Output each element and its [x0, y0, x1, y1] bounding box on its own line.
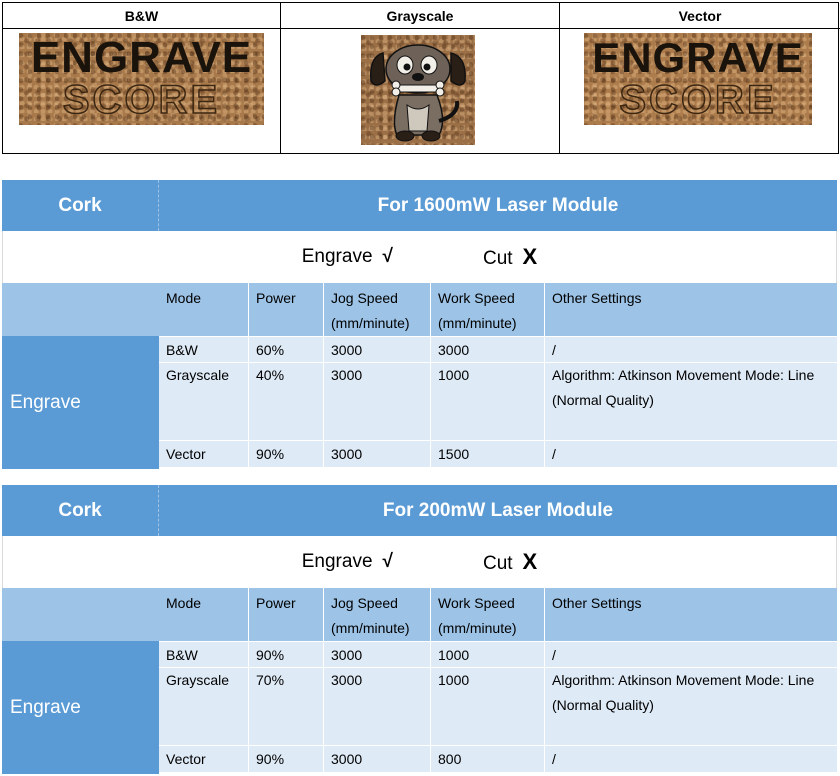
cell-power: 90% — [249, 746, 324, 772]
sample-column-grayscale — [281, 3, 560, 153]
sample-column-bw — [3, 3, 281, 153]
table-header-row — [159, 588, 837, 641]
sample-header-vector: Vector — [560, 3, 840, 29]
sample-header-grayscale: Grayscale — [281, 3, 559, 29]
table-header-row — [159, 283, 837, 336]
cell-jog-speed: 3000 — [324, 363, 431, 440]
engrave-capability-label: Engrave — [301, 551, 373, 572]
engrave-text: ENGRAVE — [30, 33, 253, 82]
side-engrave-label: Engrave — [2, 641, 159, 774]
table-row — [159, 362, 837, 440]
engrave-capability-label: Engrave — [301, 246, 373, 267]
cork-sample-vector-image — [584, 33, 812, 125]
settings-table-1600mw — [2, 180, 837, 469]
capability-row — [2, 536, 837, 588]
sample-cell-bw — [3, 29, 280, 153]
column-header-mode: Mode — [159, 283, 249, 336]
cell-other-settings: / — [552, 751, 556, 767]
side-column — [2, 283, 159, 469]
cross-icon: X — [522, 549, 538, 574]
cell-jog-speed: 3000 — [324, 337, 431, 363]
column-header-other-settings: Other Settings — [552, 290, 642, 306]
cell-power: 90% — [249, 642, 324, 668]
cell-mode: B&W — [159, 337, 249, 363]
settings-body — [2, 588, 837, 774]
engrave-text: ENGRAVE — [592, 34, 804, 81]
side-header-blank — [2, 588, 159, 641]
cell-work-speed: 1500 — [431, 441, 545, 467]
cork-sample-bw-image — [19, 33, 264, 125]
cell-mode: Grayscale — [159, 363, 249, 440]
column-header-jog-speed: Jog Speed (mm/minute) — [324, 283, 431, 336]
column-header-jog-speed: Jog Speed (mm/minute) — [324, 588, 431, 641]
cell-work-speed: 3000 — [431, 337, 545, 363]
settings-data — [159, 588, 837, 774]
material-label: Cork — [2, 180, 159, 231]
cell-power: 90% — [249, 441, 324, 467]
side-header-blank — [2, 283, 159, 336]
table-row — [159, 745, 837, 772]
sample-images-table — [2, 2, 839, 154]
module-title: For 1600mW Laser Module — [377, 194, 619, 216]
check-icon: √ — [382, 551, 393, 572]
sample-header-bw: B&W — [3, 3, 280, 29]
column-header-mode: Mode — [159, 588, 249, 641]
cell-jog-speed: 3000 — [324, 668, 431, 745]
score-text: SCORE — [62, 78, 221, 122]
check-icon: √ — [382, 246, 393, 267]
cell-work-speed: 1000 — [431, 363, 545, 440]
side-engrave-label: Engrave — [2, 336, 159, 469]
table-row — [159, 667, 837, 745]
cell-jog-speed: 3000 — [324, 441, 431, 467]
cell-other-settings: / — [552, 647, 556, 663]
sample-cell-vector — [560, 29, 840, 153]
cell-other-settings: / — [552, 446, 556, 462]
cell-jog-speed: 3000 — [324, 746, 431, 772]
cartoon-dog-icon — [361, 35, 475, 145]
cell-work-speed: 800 — [431, 746, 545, 772]
cell-other-settings: Algorithm: Atkinson Movement Mode: Line (Normal Quality) — [552, 672, 815, 713]
cell-power: 60% — [249, 337, 324, 363]
settings-table-200mw — [2, 485, 837, 774]
cell-work-speed: 1000 — [431, 668, 545, 745]
cell-mode: Vector — [159, 746, 249, 772]
settings-body — [2, 283, 837, 469]
cell-mode: Grayscale — [159, 668, 249, 745]
table-title-row — [2, 180, 837, 231]
cork-sample-grayscale-image — [361, 35, 475, 145]
material-label: Cork — [2, 485, 159, 536]
table-row — [159, 440, 837, 467]
capability-row — [2, 231, 837, 283]
cell-power: 40% — [249, 363, 324, 440]
cell-mode: Vector — [159, 441, 249, 467]
cut-capability-label: Cut — [482, 553, 513, 574]
cell-mode: B&W — [159, 642, 249, 668]
sample-column-vector — [560, 3, 840, 153]
column-header-work-speed: Work Speed (mm/minute) — [431, 588, 545, 641]
column-header-power: Power — [249, 283, 324, 336]
cross-icon: X — [522, 244, 538, 269]
column-header-other-settings: Other Settings — [552, 595, 642, 611]
table-row — [159, 641, 837, 667]
table-title-row — [2, 485, 837, 536]
cut-capability-label: Cut — [482, 248, 513, 269]
sample-cell-grayscale — [281, 29, 559, 153]
cell-other-settings: Algorithm: Atkinson Movement Mode: Line (Normal Quality) — [552, 367, 815, 408]
module-title: For 200mW Laser Module — [382, 499, 614, 521]
column-header-work-speed: Work Speed (mm/minute) — [431, 283, 545, 336]
settings-data — [159, 283, 837, 469]
cell-jog-speed: 3000 — [324, 642, 431, 668]
cell-power: 70% — [249, 668, 324, 745]
score-text: SCORE — [619, 78, 777, 122]
cell-work-speed: 1000 — [431, 642, 545, 668]
column-header-power: Power — [249, 588, 324, 641]
cell-other-settings: / — [552, 342, 556, 358]
side-column — [2, 588, 159, 774]
table-row — [159, 336, 837, 362]
